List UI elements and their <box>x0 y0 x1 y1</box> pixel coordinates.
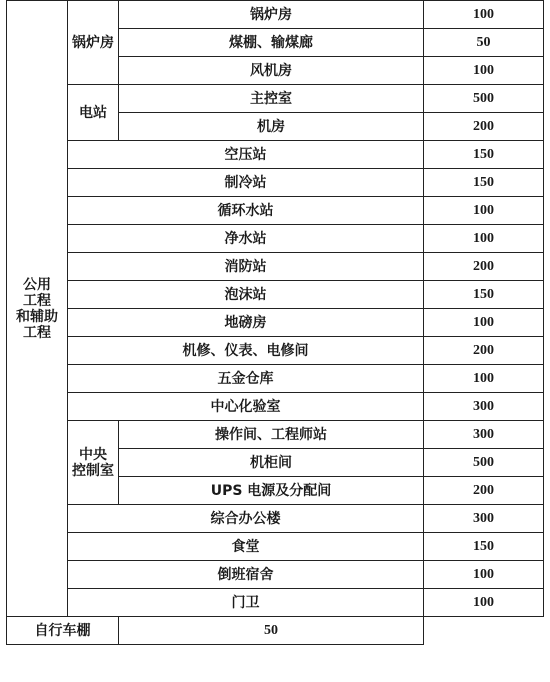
table-row <box>7 561 544 589</box>
facility-value: 300 <box>424 393 544 421</box>
facility-value: 200 <box>424 477 544 505</box>
facility-value: 100 <box>424 589 544 617</box>
table-row <box>7 197 544 225</box>
table-row <box>7 365 544 393</box>
table-row <box>7 589 544 617</box>
facility-name: 机房 <box>119 113 424 141</box>
facility-value: 150 <box>424 281 544 309</box>
table-row <box>7 309 544 337</box>
main-category-line: 公用 <box>23 276 51 293</box>
facility-value: 300 <box>424 421 544 449</box>
table-row <box>7 617 544 645</box>
facility-name: 消防站 <box>68 253 424 281</box>
facility-value: 500 <box>424 85 544 113</box>
facility-value: 100 <box>424 561 544 589</box>
facility-name: 食堂 <box>68 533 424 561</box>
table-row <box>7 281 544 309</box>
facility-table <box>6 0 544 645</box>
facility-name: 五金仓库 <box>68 365 424 393</box>
facility-name: UPS 电源及分配间 <box>119 477 424 505</box>
facility-name: 地磅房 <box>68 309 424 337</box>
facility-name: 泡沫站 <box>68 281 424 309</box>
facility-value: 50 <box>424 29 544 57</box>
facility-name: 煤棚、输煤廊 <box>119 29 424 57</box>
facility-value: 200 <box>424 113 544 141</box>
facility-name: 自行车棚 <box>7 617 119 645</box>
table-row <box>7 85 544 113</box>
table-row <box>7 393 544 421</box>
subcategory-line: 控制室 <box>72 462 114 479</box>
table-row <box>7 253 544 281</box>
subcategory-boiler: 锅炉房 <box>68 1 119 85</box>
facility-name: 倒班宿舍 <box>68 561 424 589</box>
main-category-line: 工程 <box>23 324 51 341</box>
main-category-line: 工程 <box>23 292 51 309</box>
facility-value: 300 <box>424 505 544 533</box>
table-row <box>7 533 544 561</box>
table-row <box>7 141 544 169</box>
facility-name: 门卫 <box>68 589 424 617</box>
facility-name: 制冷站 <box>68 169 424 197</box>
facility-name: 机修、仪表、电修间 <box>68 337 424 365</box>
table-row <box>7 337 544 365</box>
facility-value: 150 <box>424 169 544 197</box>
main-category-cell <box>7 1 68 617</box>
facility-name: 净水站 <box>68 225 424 253</box>
table-row <box>7 421 544 449</box>
table-row <box>7 169 544 197</box>
facility-name: 操作间、工程师站 <box>119 421 424 449</box>
facility-value: 100 <box>424 309 544 337</box>
table-row <box>7 505 544 533</box>
facility-value: 150 <box>424 533 544 561</box>
facility-value: 500 <box>424 449 544 477</box>
table-row <box>7 1 544 29</box>
facility-name: 综合办公楼 <box>68 505 424 533</box>
facility-value: 100 <box>424 1 544 29</box>
main-category-line: 和辅助 <box>16 308 58 325</box>
facility-name: 锅炉房 <box>119 1 424 29</box>
facility-value: 100 <box>424 197 544 225</box>
facility-value: 100 <box>424 225 544 253</box>
facility-value: 100 <box>424 365 544 393</box>
facility-name: 机柜间 <box>119 449 424 477</box>
facility-value: 150 <box>424 141 544 169</box>
table-row <box>7 225 544 253</box>
facility-value: 50 <box>119 617 424 645</box>
facility-name: 风机房 <box>119 57 424 85</box>
facility-name: 空压站 <box>68 141 424 169</box>
facility-value: 100 <box>424 57 544 85</box>
facility-value: 200 <box>424 337 544 365</box>
facility-name: 主控室 <box>119 85 424 113</box>
subcategory-line: 中央 <box>79 446 107 463</box>
facility-value: 200 <box>424 253 544 281</box>
subcategory-power: 电站 <box>68 85 119 141</box>
facility-name: 中心化验室 <box>68 393 424 421</box>
facility-name: 循环水站 <box>68 197 424 225</box>
subcategory-control <box>68 421 119 505</box>
